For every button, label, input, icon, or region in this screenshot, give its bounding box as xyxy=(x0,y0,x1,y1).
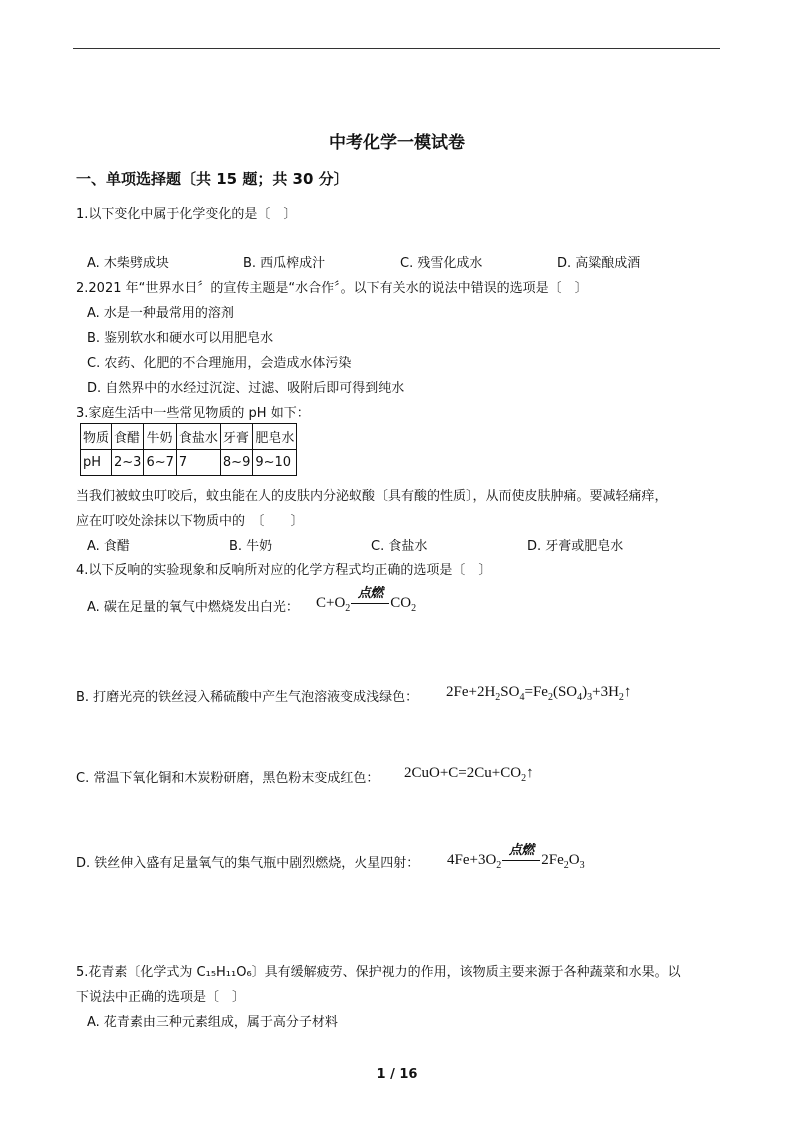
section-heading: 一、单项选择题〔共 15 题；共 30 分〕 xyxy=(76,170,349,188)
table-cell: 物质 xyxy=(81,424,112,450)
question-1-option-a: A. 木柴劈成块 xyxy=(87,256,169,271)
question-4-equation-a: $C+O_2$ 点燃 $CO_2$ xyxy=(316,595,416,614)
condition-label: 点燃 xyxy=(357,586,383,601)
question-3-option-c: C. 食盐水 xyxy=(371,539,428,554)
question-4-equation-b: $2Fe+2H_2SO_4=Fe_2(SO_4)_3+3H_2↑$ xyxy=(446,684,632,703)
table-cell: 8~9 xyxy=(220,450,252,476)
header-rule xyxy=(73,48,720,49)
question-4-equation-c: $2CuO+C=2Cu+CO_2↑$ xyxy=(404,765,534,784)
table-cell: 7 xyxy=(176,450,220,476)
question-3-text-line-2: 应在叮咬处涂抹以下物质中的 〔 〕 xyxy=(76,514,304,529)
table-cell: 9~10 xyxy=(253,450,297,476)
question-4-option-b: B. 打磨光亮的铁丝浸入稀硫酸中产生气泡溶液变成浅绿色： xyxy=(76,690,419,705)
question-1-option-c: C. 残雪化成水 xyxy=(400,256,483,271)
question-5-stem-line-2: 下说法中正确的选项是〔 〕 xyxy=(76,990,246,1005)
question-4-equation-d: $4Fe+3O_2$ 点燃 $2Fe_2O_3$ xyxy=(447,852,585,871)
page-number: 1 / 16 xyxy=(376,1067,418,1082)
question-2-option-c: C. 农药、化肥的不合理施用，会造成水体污染 xyxy=(87,356,352,371)
table-cell: 食醋 xyxy=(112,424,144,450)
question-3-stem: 3.家庭生活中一些常见物质的 pH 如下： xyxy=(76,406,310,421)
question-1-option-b: B. 西瓜榨成汁 xyxy=(243,256,326,271)
question-2-option-b: B. 鉴别软水和硬水可以用肥皂水 xyxy=(87,331,274,346)
question-1-stem: 1.以下变化中属于化学变化的是〔 〕 xyxy=(76,207,297,222)
question-5-stem-line-1: 5.花青素〔化学式为 C₁₅H₁₁O₆〕具有缓解疲劳、保护视力的作用，该物质主要来源于各种蔬菜和水果。以 xyxy=(76,965,681,980)
question-3-text-line-1: 当我们被蚊虫叮咬后，蚊虫能在人的皮肤内分泌蚁酸〔具有酸的性质〕，从而使皮肤肿痛。要减轻痛痒， xyxy=(76,489,668,504)
question-4-option-c: C. 常温下氧化铜和木炭粉研磨，黑色粉末变成红色： xyxy=(76,771,380,786)
question-2-option-a: A. 水是一种最常用的溶剂 xyxy=(87,306,234,321)
question-2-option-d: D. 自然界中的水经过沉淀、过滤、吸附后即可得到纯水 xyxy=(87,381,405,396)
ph-table-value-row xyxy=(81,450,297,476)
question-3-option-b: B. 牛奶 xyxy=(229,539,273,554)
question-1-option-d: D. 高粱酿成酒 xyxy=(557,256,641,271)
table-cell: pH xyxy=(81,450,112,476)
question-4-stem: 4.以下反响的实验现象和反响所对应的化学方程式均正确的选项是〔 〕 xyxy=(76,563,492,578)
ph-table xyxy=(80,423,297,476)
question-4-option-d: D. 铁丝伸入盛有足量氧气的集气瓶中剧烈燃烧，火星四射： xyxy=(76,856,420,871)
condition-label: 点燃 xyxy=(508,843,534,858)
table-cell: 6~7 xyxy=(144,450,176,476)
table-cell: 牙膏 xyxy=(220,424,252,450)
question-4-option-a: A. 碳在足量的氧气中燃烧发出白光： xyxy=(87,600,299,615)
ph-table-header-row xyxy=(81,424,297,450)
table-cell: 食盐水 xyxy=(176,424,220,450)
table-cell: 2~3 xyxy=(112,450,144,476)
question-2-stem: 2.2021 年“世界水日〞的宣传主题是“水合作〞。以下有关水的说法中错误的选项是〔 〕 xyxy=(76,281,588,296)
question-3-option-a: A. 食醋 xyxy=(87,539,130,554)
page-title: 中考化学一模试卷 xyxy=(329,133,465,153)
table-cell: 牛奶 xyxy=(144,424,176,450)
table-cell: 肥皂水 xyxy=(253,424,297,450)
question-3-option-d: D. 牙膏或肥皂水 xyxy=(527,539,624,554)
question-5-option-a: A. 花青素由三种元素组成，属于高分子材料 xyxy=(87,1015,338,1030)
